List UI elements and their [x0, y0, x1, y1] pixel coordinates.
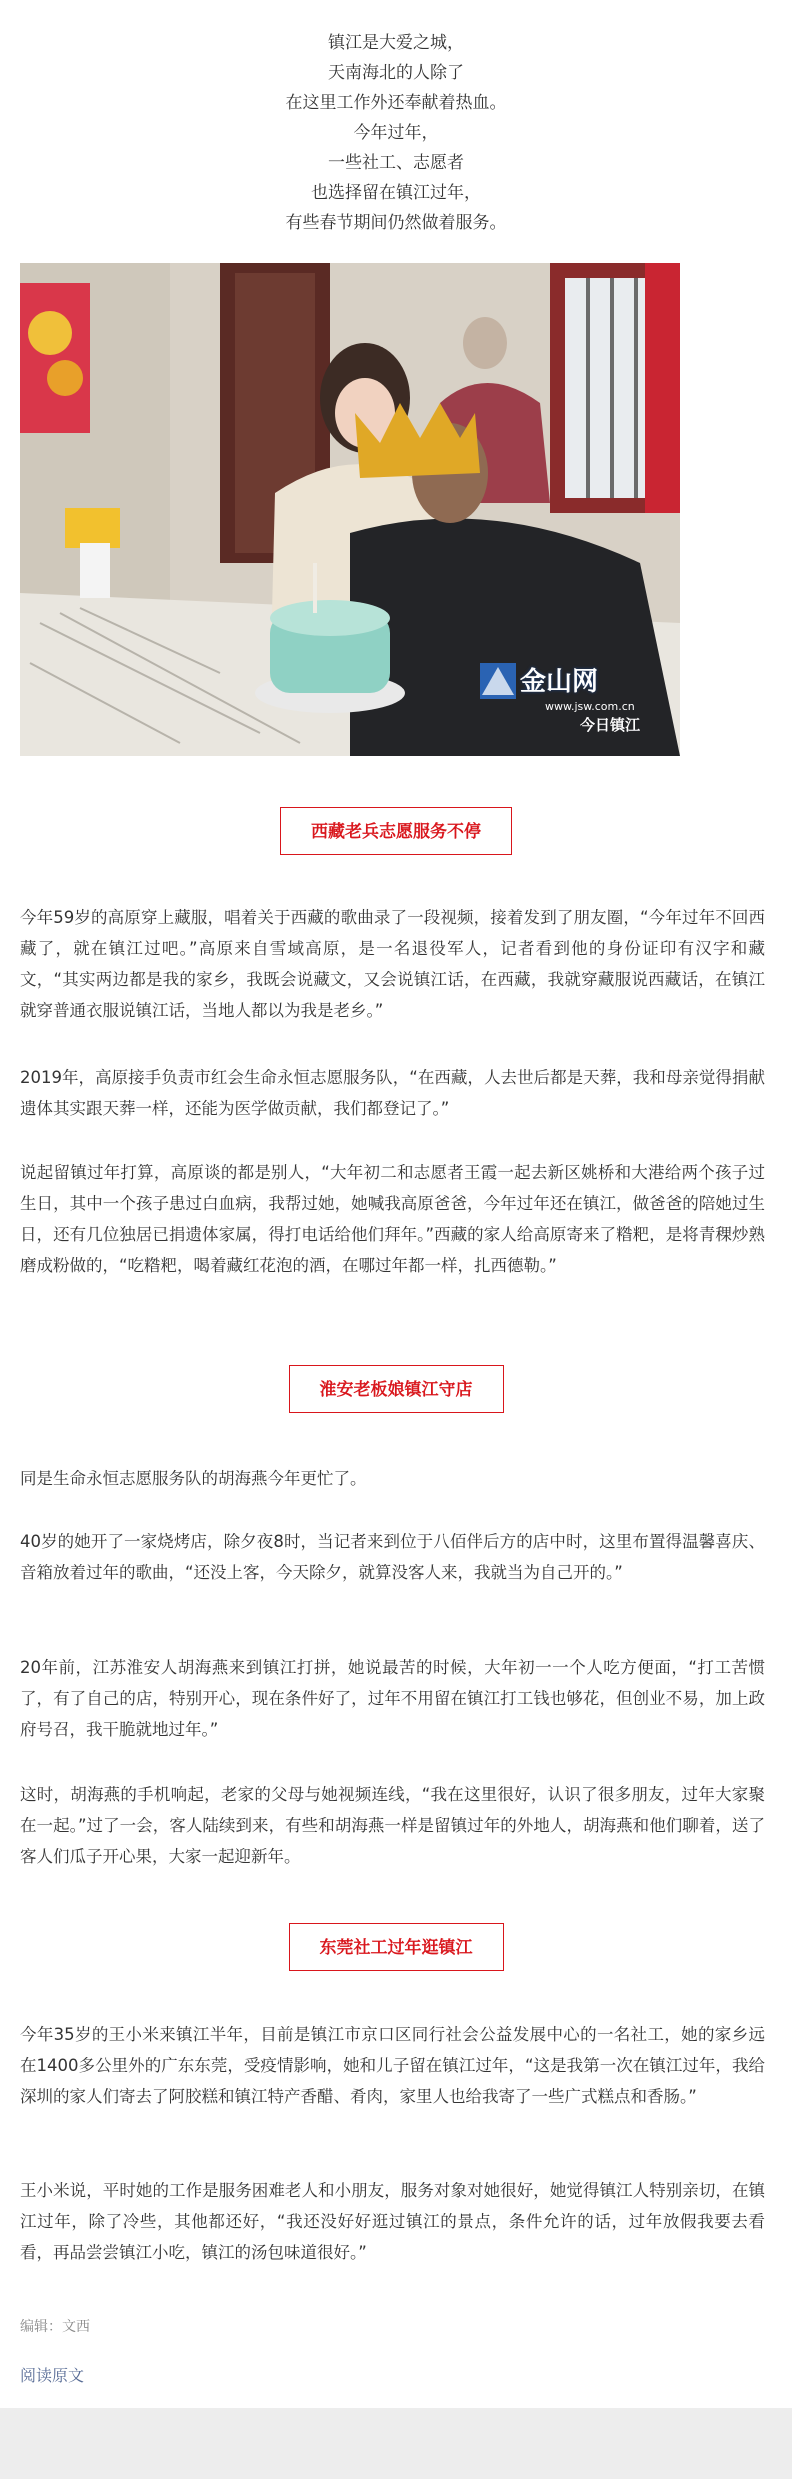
- intro-line: 一些社工、志愿者: [328, 153, 464, 173]
- intro-line: 今年过年，: [353, 123, 439, 143]
- paragraph: 40岁的她开了一家烧烤店，除夕夜8时，当记者来到位于八佰伴后方的店中时，这里布置得温馨喜庆、音箱放着过年的歌曲，“还没上客，今天除夕，就算没客人来，我就当为自己开的。”: [20, 1532, 765, 1582]
- intro-line: 天南海北的人除了: [328, 63, 464, 83]
- paragraph: 同是生命永恒志愿服务队的胡海燕今年更忙了。: [20, 1469, 367, 1488]
- section-title-tibet-veteran: [0, 807, 792, 855]
- watermark-brand: 今日镇江: [580, 716, 641, 734]
- intro-line: 也选择留在镇江过年，: [311, 183, 481, 203]
- intro-verse: [0, 28, 792, 238]
- paragraph: 今年59岁的高原穿上藏服，唱着关于西藏的歌曲录了一段视频，接着发到了朋友圈，“今年过年不回西藏了，就在镇江过吧。”高原来自雪域高原，是一名退役军人，记者看到他的身份证印有汉字和藏文，“其实两边都是我的家乡，我既会说藏文，又会说镇江话，在西藏，我就穿藏服说西藏话，在镇江就穿普通衣服说镇江话，当地人都以为我是老乡。”: [20, 908, 765, 1020]
- intro-line: 镇江是大爱之城，: [328, 33, 464, 53]
- article-photo: [20, 263, 680, 756]
- watermark-site: www.jsw.com.cn: [545, 700, 635, 713]
- section-title-label: 东莞社工过年逛镇江: [289, 1923, 504, 1971]
- section-title-label: 西藏老兵志愿服务不停: [280, 807, 512, 855]
- section-title-dongguan-social-worker: [0, 1923, 792, 1971]
- intro-line: 有些春节期间仍然做着服务。: [285, 213, 507, 233]
- paragraph: 2019年，高原接手负责市红会生命永恒志愿服务队，“在西藏，人去世后都是天葬，我和母亲觉得捐献遗体其实跟天葬一样，还能为医学做贡献，我们都登记了。”: [20, 1068, 765, 1118]
- paragraph: 20年前，江苏淮安人胡海燕来到镇江打拼，她说最苦的时候，大年初一一个人吃方便面，“打工苦惯了，有了自己的店，特别开心，现在条件好了，过年不用留在镇江打工钱也够花，但创业不易，加上政府号召，我干脆就地过年。”: [20, 1658, 765, 1739]
- paragraph: 这时，胡海燕的手机响起，老家的父母与她视频连线，“我在这里很好，认识了很多朋友，过年大家聚在一起。”过了一会，客人陆续到来，有些和胡海燕一样是留镇过年的外地人，胡海燕和他们聊着，送了客人们瓜子开心果，大家一起迎新年。: [20, 1785, 765, 1866]
- watermark-logo-text: 金山网: [520, 667, 599, 697]
- section-title-huaian-owner: [0, 1365, 792, 1413]
- intro-line: 在这里工作外还奉献着热血。: [285, 93, 507, 113]
- editor-credit: 编辑：文西: [20, 2319, 90, 2335]
- paragraph: 今年35岁的王小米来镇江半年，目前是镇江市京口区同行社会公益发展中心的一名社工，她的家乡远在1400多公里外的广东东莞，受疫情影响，她和儿子留在镇江过年，“这是我第一次在镇江过年，我给深圳的家人们寄去了阿胶糕和镇江特产香醋、肴肉，家里人也给我寄了一些广式糕点和香肠。”: [20, 2025, 765, 2106]
- paragraph: 王小米说，平时她的工作是服务困难老人和小朋友，服务对象对她很好，她觉得镇江人特别亲切，在镇江过年，除了冷些，其他都还好，“我还没好好逛过镇江的景点，条件允许的话，过年放假我要去看看，再品尝尝镇江小吃，镇江的汤包味道很好。”: [20, 2181, 765, 2262]
- paragraph: 说起留镇过年打算，高原谈的都是别人，“大年初二和志愿者王霞一起去新区姚桥和大港给两个孩子过生日，其中一个孩子患过白血病，我帮过她，她喊我高原爸爸，今年过年还在镇江，做爸爸的陪她过生日，还有几位独居已捐遗体家属，得打电话给他们拜年。”西藏的家人给高原寄来了糌粑，是将青稞炒熟磨成粉做的，“吃糌粑，喝着藏红花泡的酒，在哪过年都一样，扎西德勒。”: [20, 1163, 765, 1275]
- section-title-label: 淮安老板娘镇江守店: [289, 1365, 504, 1413]
- read-original-link[interactable]: 阅读原文: [20, 2366, 85, 2385]
